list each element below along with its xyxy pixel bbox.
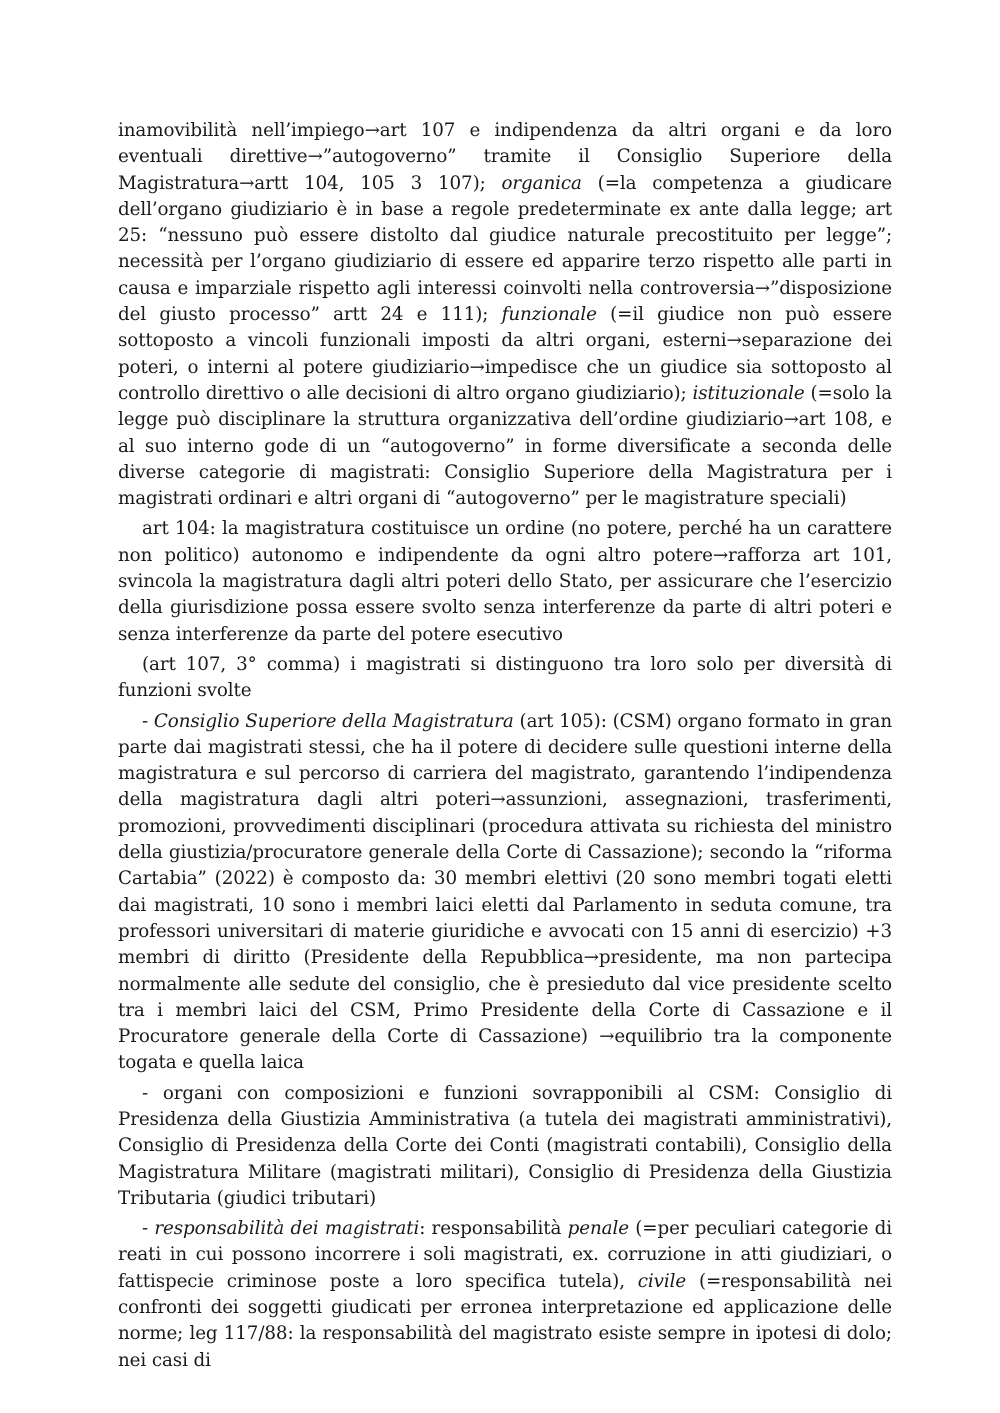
paragraph-3 xyxy=(118,652,892,705)
text-run: (=la competenza a giudicare dell’organo giudiziario è in base a regole predeterminate ex ante dalla legge; art 25: “nessuno può essere distolto dal giudice naturale precostituito per legge”; necessità per l’organo giudiziario di essere ed apparire terzo rispetto alle parti in causa e imparziale rispetto agli interessi coinvolti nella controversia→”disposizione del giusto processo” artt 24 e 111); xyxy=(118,172,892,326)
text-run: : responsabilità xyxy=(419,1218,568,1240)
paragraph-1 xyxy=(118,118,892,512)
text-run: (art 107, 3° comma) i magistrati si distinguono tra loro solo per diversità di funzioni svolte xyxy=(118,653,892,702)
italic-term: penale xyxy=(567,1218,629,1240)
italic-term: organica xyxy=(501,172,582,194)
document-page xyxy=(118,118,892,1378)
text-run: - xyxy=(142,710,154,732)
text-run: - xyxy=(142,1218,155,1240)
text-run: (=solo la legge può disciplinare la struttura organizzativa dell’ordine giudiziario→art 108, e al suo interno gode di un “autogoverno” in forme diversificate a seconda delle diverse categorie di magistrati: Consiglio Superiore della Magistratura per i magistrati ordinari e altri organi di “autogoverno” per le magistrature speciali) xyxy=(118,382,893,510)
italic-term: Consiglio Superiore della Magistratura xyxy=(153,710,514,732)
italic-term: civile xyxy=(637,1270,687,1292)
paragraph-4 xyxy=(118,709,892,1077)
text-run: inamovibilità nell’impiego→art 107 e indipendenza da altri organi e da loro eventuali direttive→”autogoverno” tramite il Consiglio Superiore della Magistratura→artt 104, 105 3 107); xyxy=(118,120,892,194)
text-run: (art 105): (CSM) organo formato in gran parte dai magistrati stessi, che ha il potere di decidere sulle questioni interne della magistratura e sul percorso di carriera del magistrato, garantendo l’indipendenza della magistratura dagli altri poteri→assunzioni, assegnazioni, trasferimenti, promozioni, provvedimenti disciplinari (procedura attivata su richiesta del ministro della giustizia/procuratore generale della Corte di Cassazione); secondo la “riforma Cartabia” (2022) è composto da: 30 membri elettivi (20 sono membri togati eletti dai magistrati, 10 sono i membri laici eletti dal Parlamento in seduta comune, tra professori universitari di materie giuridiche e avvocati con 15 anni di esercizio) +3 membri di diritto (Presidente della Repubblica→presidente, ma non partecipa normalmente alle sedute del consiglio, che è presieduto dal vice presidente scelto tra i membri laici del CSM, Primo Presidente della Corte di Cassazione e il Procuratore generale della Corte di Cassazione) →equilibrio tra la componente togata e quella laica xyxy=(118,710,892,1074)
italic-term: funzionale xyxy=(501,304,597,326)
text-run: (=per peculiari categorie di reati in cui possono incorrere i soli magistrati, ex. corruzione in atti giudiziari, o fattispecie criminose poste a loro specifica tutela), xyxy=(118,1218,893,1292)
paragraph-6 xyxy=(118,1216,892,1374)
italic-term: istituzionale xyxy=(692,382,805,404)
italic-term: responsabilità dei magistrati xyxy=(154,1218,420,1240)
paragraph-5 xyxy=(118,1081,892,1212)
text-run: (=responsabilità nei confronti dei soggetti giudicati per erronea interpretazione ed applicazione delle norme; leg 117/88: la responsabilità del magistrato esiste sempre in ipotesi di dolo; nei casi di xyxy=(118,1270,892,1371)
paragraph-2 xyxy=(118,516,892,647)
text-run: art 104: la magistratura costituisce un ordine (no potere, perché ha un carattere non politico) autonomo e indipendente da ogni altro potere→rafforza art 101, svincola la magistratura dagli altri poteri dello Stato, per assicurare che l’esercizio della giurisdizione possa essere svolto senza interferenze da parte di altri poteri e senza interferenze da parte del potere esecutivo xyxy=(118,518,892,645)
text-run: - organi con composizioni e funzioni sovrapponibili al CSM: Consiglio di Presidenza della Giustizia Amministrativa (a tutela dei magistrati amministrativi), Consiglio di Presidenza della Corte dei Conti (magistrati contabili), Consiglio della Magistratura Militare (magistrati militari), Consiglio di Presidenza della Giustizia Tributaria (giudici tributari) xyxy=(118,1082,892,1209)
text-run: (=il giudice non può essere sottoposto a vincoli funzionali imposti da altri organi, esterni→separazione dei poteri, o interni al potere giudiziario→impedisce che un giudice sia sottoposto al controllo direttivo o alle decisioni di altro organo giudiziario); xyxy=(118,304,892,404)
